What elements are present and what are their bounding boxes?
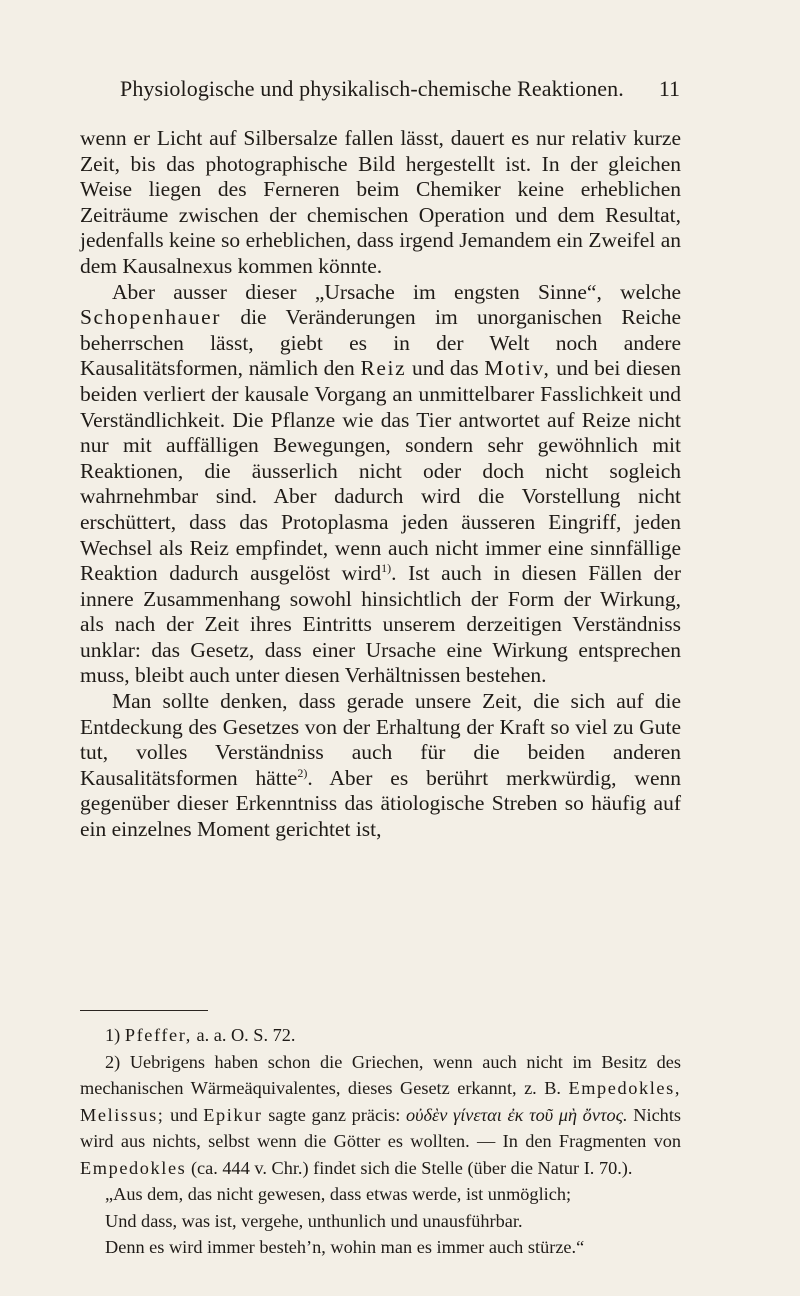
footnote-divider (80, 1010, 208, 1011)
footnote-author: Pfeffer, (124, 1025, 192, 1045)
text-run: und (170, 1104, 198, 1125)
spaced-term-motiv: Motiv, (484, 356, 551, 381)
page-number: 11 (658, 76, 680, 101)
verse-line-1: „Aus dem, das nicht gewesen, dass etwas werde, ist unmöglich; (105, 1184, 572, 1204)
paragraph-3 (80, 689, 681, 843)
spaced-name-epikur: Epikur (203, 1104, 263, 1125)
footnote-number: 2) (105, 1051, 121, 1072)
footnote-number: 1) (105, 1025, 121, 1045)
verse-line-2: Und dass, was ist, vergehe, unthunlich und unausführbar. (105, 1210, 523, 1231)
text-run: sagte ganz präcis: (268, 1104, 401, 1125)
spaced-name-schopenhauer: Schopenhauer (80, 305, 221, 330)
greek-quotation: οὐδὲν γίνεται ἐκ τοῦ μὴ ὄντος. (406, 1104, 628, 1125)
footnote-ref-1: 1) (381, 560, 392, 575)
spaced-name-empedokles: Empedokles, (568, 1078, 681, 1098)
spaced-name-empedokles: Empedokles (80, 1157, 187, 1178)
footnotes (80, 1022, 681, 1261)
spaced-term-reiz: Reiz (360, 356, 407, 381)
verse-line-3: Denn es wird immer besteh’n, wohin man es immer auch stürze.“ (105, 1237, 585, 1257)
text-run: und das (411, 356, 479, 381)
running-title: Physiologische und physikalisch-chemische Reaktionen. (120, 76, 624, 101)
text-run: die Veränderungen im unorganischen Reiche beherrschen lässt, giebt es in der Welt noch andere Kausalitätsformen, nämlich den (80, 305, 682, 381)
main-text (80, 126, 681, 843)
running-head (120, 76, 680, 106)
footnote-ref-2: 2) (297, 765, 308, 780)
footnote-2 (80, 1049, 681, 1182)
text-run: und bei diesen beiden verliert der kausale Vorgang an unmittelbarer Fasslichkeit und Verständlichkeit. Die Pflanze wie das Tier antwortet auf Reize nicht nur mit auffälligen Bewegungen, sondern sehr gewöhnlich mit Reaktionen, die äusserlich nicht oder doch nicht sogleich wahrnehmbar sind. Aber dadurch wird die Vorstellung nicht erschüttert, dass das Protoplasma jeden äusseren Eingriff, jeden Wechsel als Reiz empfindet, wenn auch nicht immer eine sinnfällige Reaktion dadurch ausgelöst wird (80, 356, 682, 586)
text-run: Nichts wird aus nichts, selbst wenn die Götter es wollten. — In den Fragmenten von (80, 1104, 682, 1151)
text-run: (ca. 444 v. Chr.) findet sich die Stelle (über die Natur I. 70.). (190, 1157, 633, 1178)
paragraph-1: wenn er Licht auf Silbersalze fallen lässt, dauert es nur relativ kurze Zeit, bis das photographische Bild hergestellt ist. In der gleichen Weise liegen des Ferneren beim Chemiker keine erheblichen Zeiträume zwischen der chemischen Operation und dem Resultat, jedenfalls keine so erheblichen, dass irgend Jemandem ein Zweifel an dem Kausalnexus kommen könnte. (80, 126, 681, 278)
text-run: Man sollte denken, dass gerade unsere Zeit, die sich auf die Entdeckung des Gesetzes von der Erhaltung der Kraft so viel zu Gute tut, volles Verständniss auch für die beiden anderen Kausalitätsformen hätte (80, 689, 681, 790)
paragraph-2 (80, 280, 681, 690)
text-run: Uebrigens haben schon die Griechen, wenn auch nicht im Besitz des mechanischen Wärmeäquivalentes, dieses Gesetz erkannt, z. B. (80, 1051, 681, 1098)
spaced-name-melissus: Melissus; (80, 1104, 165, 1125)
footnote-1 (80, 1022, 681, 1049)
text-run: . Ist auch in diesen Fällen der innere Zusammenhang sowohl hinsichtlich der Form der Wirkung, als nach der Zeit ihres Eintritts unserem derzeitigen Verständniss unklar: das Gesetz, dass einer Ursache eine Wirkung entsprechen muss, bleibt auch unter diesen Verhältnissen bestehen. (80, 561, 681, 688)
text-run: . Aber es berührt merkwürdig, wenn gegenüber dieser Erkenntniss das ätiologische Streben so häufig auf ein einzelnes Moment gerichtet ist, (80, 765, 681, 842)
text-run: Aber ausser dieser „Ursache im engsten Sinne“, welche (112, 279, 681, 304)
footnote-reference: a. a. O. S. 72. (196, 1025, 296, 1045)
